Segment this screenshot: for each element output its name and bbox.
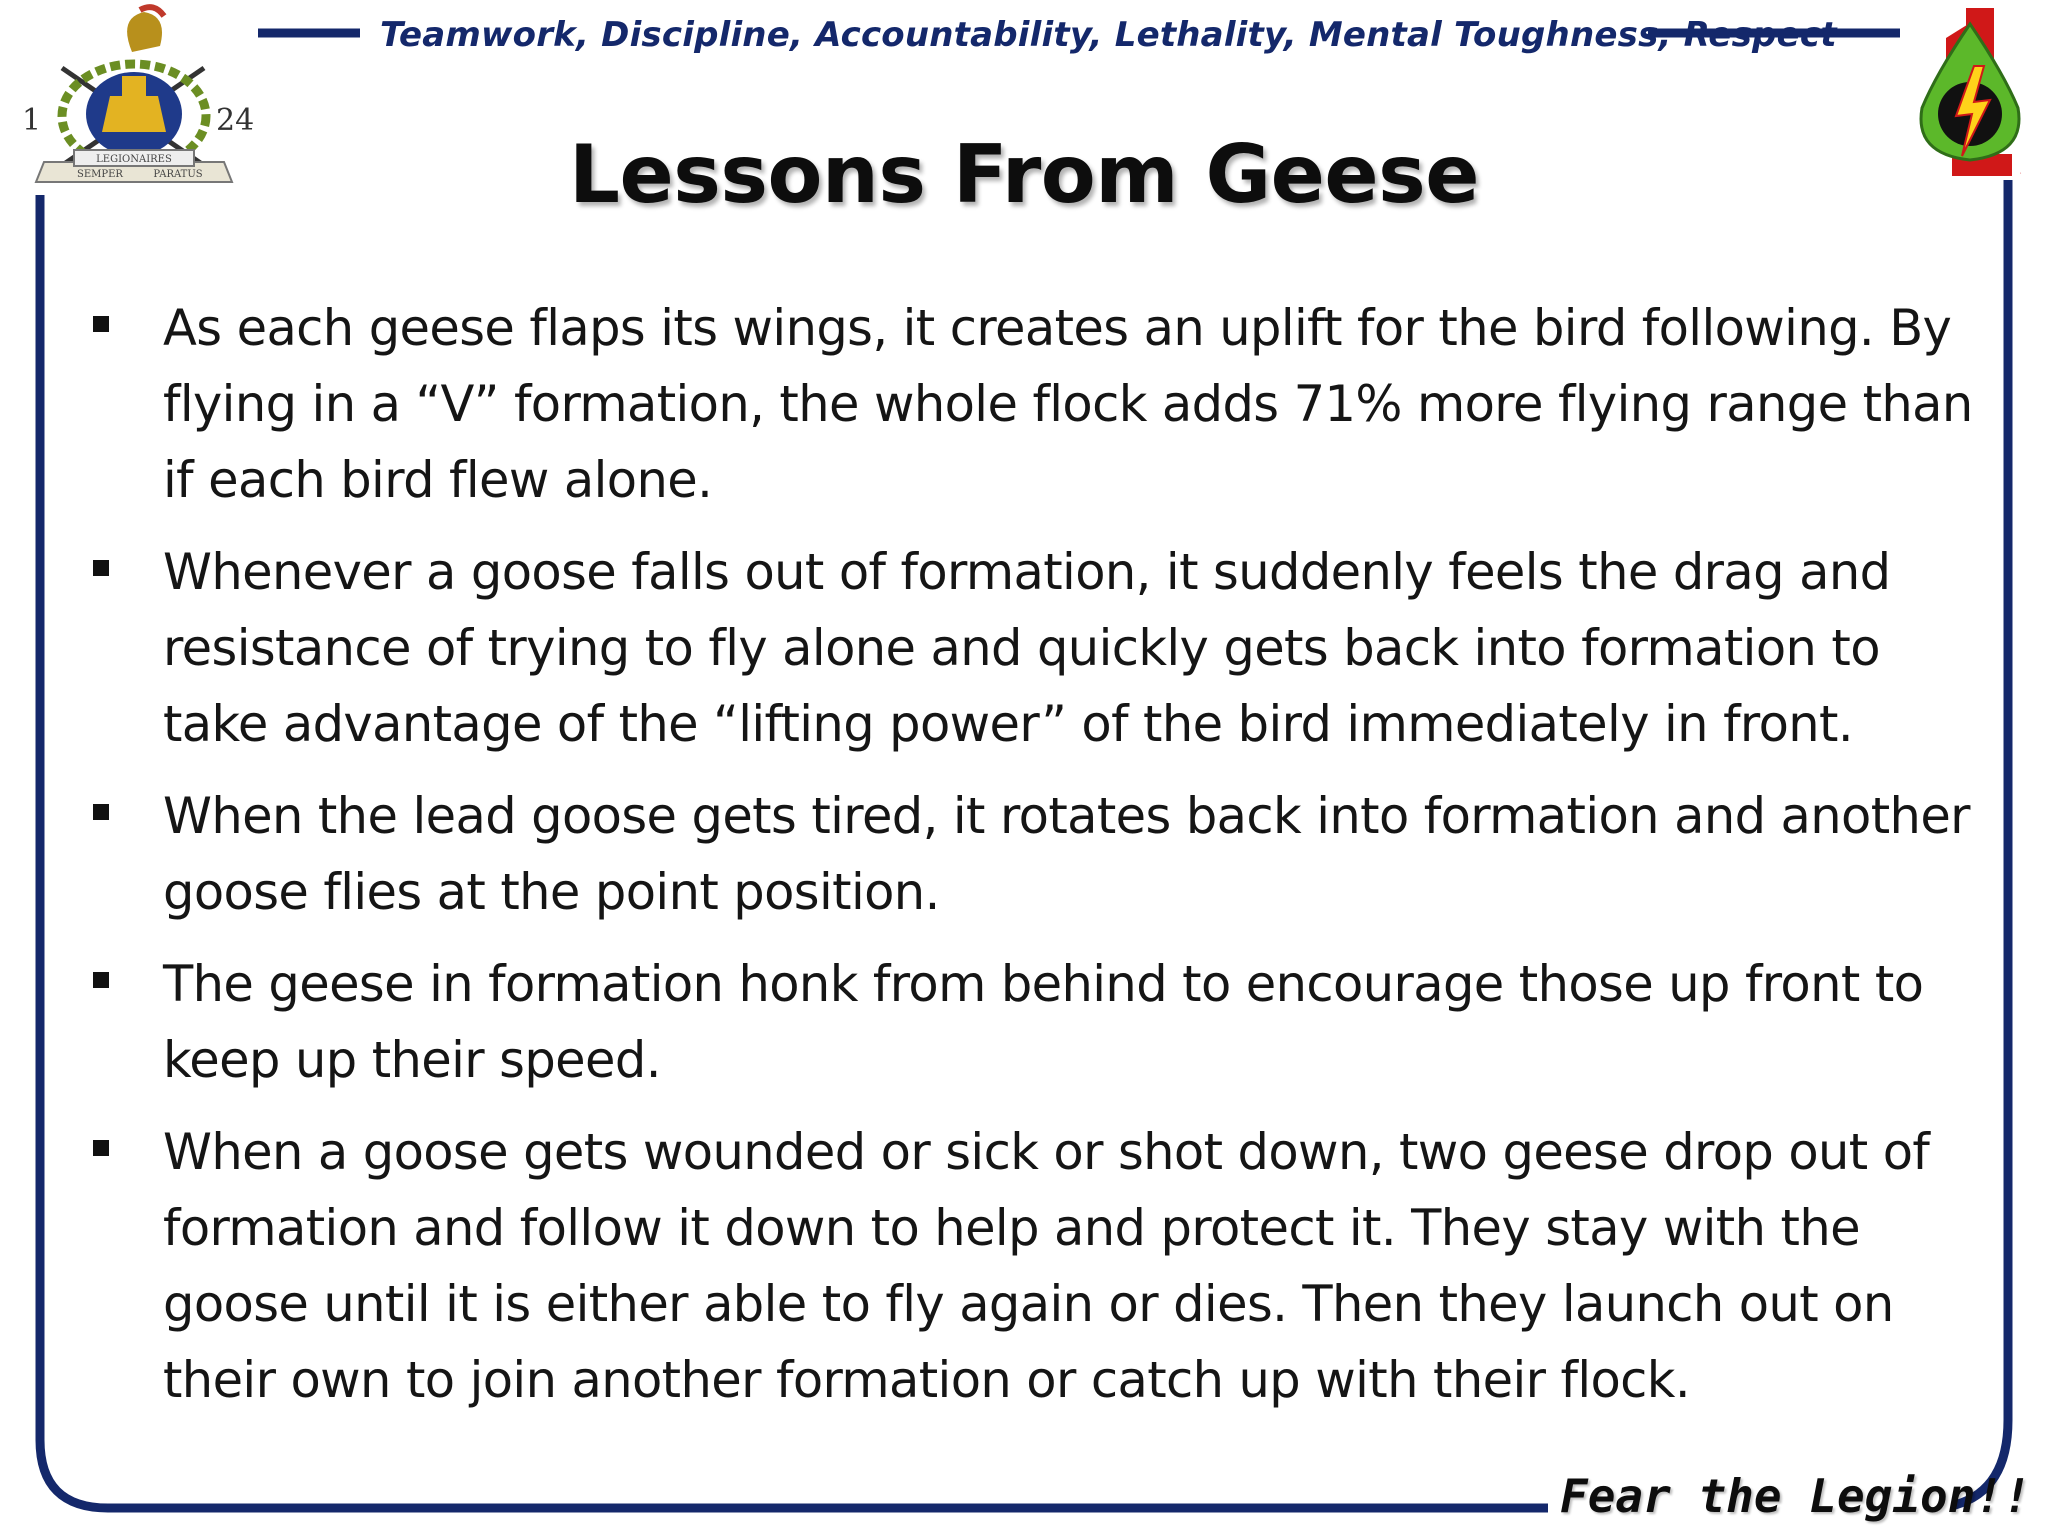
- patch-numeral: 1: [2020, 173, 2022, 175]
- lesson-item: [88, 1114, 1988, 1418]
- lesson-item: [88, 290, 1988, 518]
- square-bullet-icon: [93, 560, 109, 576]
- crest-number-left: 1: [22, 103, 42, 138]
- lesson-list: [88, 290, 1988, 1434]
- lesson-text: Whenever a goose falls out of formation, it suddenly feels the drag and resistance of trying to fly alone and quickly gets back into formation to take advantage of the “lifting power” of the bird immediately in front.: [163, 543, 1891, 753]
- square-bullet-icon: [93, 316, 109, 332]
- lesson-text: As each geese flaps its wings, it creates an uplift for the bird following. By flying in a “V” formation, the whole flock adds 71% more flying range than if each bird flew alone.: [163, 299, 1973, 509]
- lesson-text: When the lead goose gets tired, it rotates back into formation and another goose flies at the point position.: [163, 787, 1970, 921]
- crest-banner-right: PARATUS: [153, 169, 203, 180]
- lesson-item: [88, 778, 1988, 930]
- crest-banner-top: LEGIONAIRES: [96, 154, 172, 165]
- lesson-item: [88, 534, 1988, 762]
- lesson-text: When a goose gets wounded or sick or shot down, two geese drop out of formation and follow it down to help and protect it. They stay with the goose until it is either able to fly again or dies. Then they launch out on their own to join another formation or catch up with their flock.: [163, 1123, 1930, 1409]
- square-bullet-icon: [93, 972, 109, 988]
- slide-title: Lessons From Geese: [568, 128, 1480, 221]
- lesson-item: [88, 946, 1988, 1098]
- crest-number-right: 24: [216, 103, 254, 138]
- lesson-text: The geese in formation honk from behind to encourage those up front to keep up their speed.: [163, 955, 1924, 1089]
- crest-banner-left: SEMPER: [77, 169, 123, 180]
- footer-slogan: Fear the Legion!!: [1560, 1469, 2031, 1523]
- unit-motto: Teamwork, Discipline, Accountability, Lethality, Mental Toughness, Respect: [380, 15, 1837, 55]
- square-bullet-icon: [93, 804, 109, 820]
- square-bullet-icon: [93, 1140, 109, 1156]
